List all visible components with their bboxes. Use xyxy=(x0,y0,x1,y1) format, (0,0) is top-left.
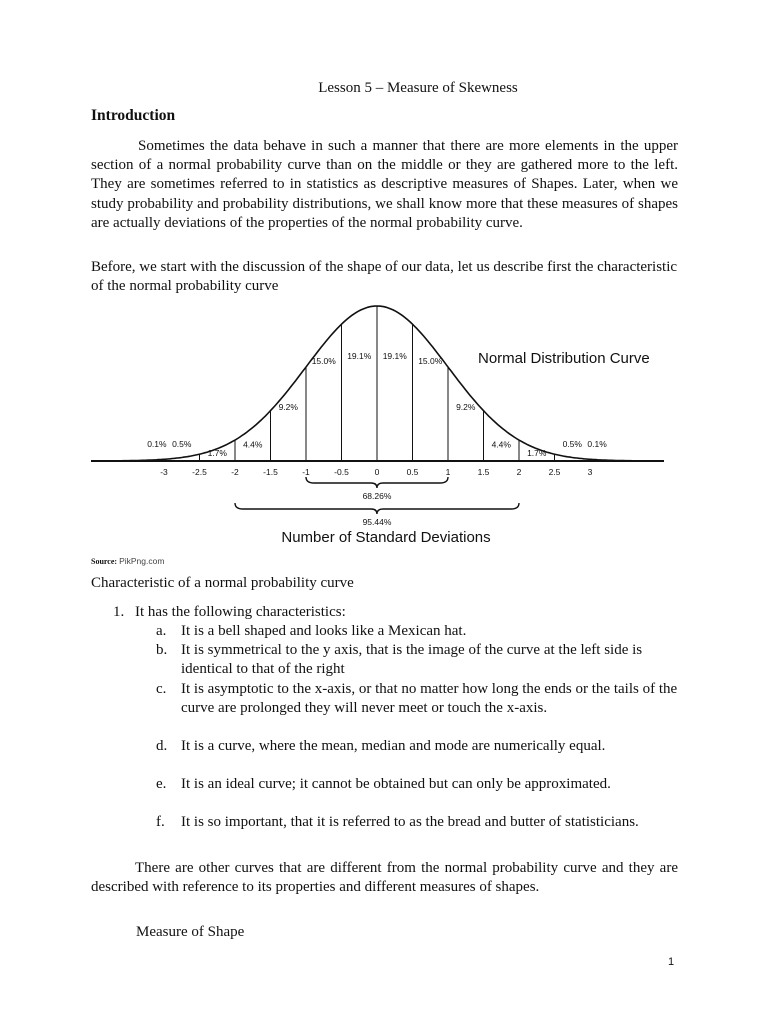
band-percentage-label: 0.5% xyxy=(172,439,192,449)
chart-x-axis-label: Number of Standard Deviations xyxy=(281,529,491,546)
page-title: Lesson 5 – Measure of Skewness xyxy=(318,80,518,96)
list-item-text: It is symmetrical to the y axis, that is the image of the curve at the left side is identical to that of the right xyxy=(181,642,643,678)
band-percentage-label: 19.1% xyxy=(347,351,372,361)
list-item-letter: f. xyxy=(156,814,165,830)
band-percentage-label: 9.2% xyxy=(456,402,476,413)
range-bracket-label: 95.44% xyxy=(362,517,392,527)
band-percentage-label: 15.0% xyxy=(418,355,443,366)
x-tick-label: -2 xyxy=(231,467,239,477)
normal-distribution-figure xyxy=(86,300,686,550)
band-percentage-label: 4.4% xyxy=(243,439,263,450)
x-tick-label: -3 xyxy=(160,467,168,477)
intro-paragraph: Sometimes the data behave in such a manner that there are more elements in the upper section of a normal probability curve than on the middle or they are gathered more to the left. They are sometimes referred to in statistics as descriptive measures of Shapes. Later, when we study probability and probability distributions, we shall know more that these measures of shapes are actually deviations of the properties of the normal probability curve. xyxy=(91,138,678,231)
x-tick-label: 1.5 xyxy=(477,467,490,477)
x-tick-label: -0.5 xyxy=(334,467,349,477)
band-percentage-label: 1.7% xyxy=(207,448,227,458)
list-item-letter: e. xyxy=(156,776,167,792)
chart-title: Normal Distribution Curve xyxy=(478,350,650,367)
subheading-measure-of-shape: Measure of Shape xyxy=(136,924,245,940)
list-item-text: It is asymptotic to the x-axis, or that no matter how long the ends or the tails of the curve are prolonged they will never meet or touch the x-axis. xyxy=(181,681,678,717)
list-item-letter: d. xyxy=(156,738,168,754)
list-intro: It has the following characteristics: xyxy=(135,604,346,620)
x-tick-label: 1 xyxy=(445,467,451,477)
list-item-text: It is so important, that it is referred to as the bread and butter of statisticians. xyxy=(181,814,639,830)
band-percentage-label: 15.0% xyxy=(311,355,336,366)
band-percentage-label: 0.1% xyxy=(147,439,167,449)
page-number: 1 xyxy=(668,956,675,968)
list-item-letter: c. xyxy=(156,681,167,697)
source-label: Source: xyxy=(91,557,118,566)
list-item-text: It is a bell shaped and looks like a Mexican hat. xyxy=(181,623,467,639)
x-tick-label: -2.5 xyxy=(192,467,207,477)
other-curves-paragraph: There are other curves that are different from the normal probability curve and they are described with reference to its properties and different measures of shapes. xyxy=(91,860,678,896)
x-tick-label: 2.5 xyxy=(548,467,561,477)
list-item-text: It is a curve, where the mean, median and mode are numerically equal. xyxy=(181,738,606,754)
section-heading: Introduction xyxy=(91,107,176,124)
characteristic-title: Characteristic of a normal probability curve xyxy=(91,575,354,591)
band-percentage-label: 0.1% xyxy=(587,439,607,449)
normal-distribution-chart xyxy=(86,300,686,550)
list-number: 1. xyxy=(113,604,125,620)
range-bracket xyxy=(306,477,448,488)
list-item-letter: b. xyxy=(156,642,168,658)
band-percentage-label: 0.5% xyxy=(562,439,582,449)
band-percentage-label: 9.2% xyxy=(278,402,298,413)
list-item-text: It is an ideal curve; it cannot be obtained but can only be approximated. xyxy=(181,776,611,792)
band-percentage-label: 4.4% xyxy=(491,439,511,450)
figure-source xyxy=(91,556,164,566)
x-tick-label: 0.5 xyxy=(406,467,419,477)
range-bracket xyxy=(235,503,519,514)
range-bracket-label: 68.26% xyxy=(362,491,392,501)
before-paragraph: Before, we start with the discussion of the shape of our data, let us describe first the characteristic of the normal probability curve xyxy=(91,259,678,295)
x-tick-label: -1.5 xyxy=(263,467,278,477)
band-percentage-label: 1.7% xyxy=(527,448,547,458)
x-tick-label: 0 xyxy=(374,467,380,477)
x-tick-label: 3 xyxy=(587,467,593,477)
list-item-letter: a. xyxy=(156,623,167,639)
band-percentage-label: 19.1% xyxy=(382,351,407,361)
x-tick-label: -1 xyxy=(302,467,310,477)
x-tick-label: 2 xyxy=(516,467,522,477)
source-value: PikPng.com xyxy=(119,556,165,566)
